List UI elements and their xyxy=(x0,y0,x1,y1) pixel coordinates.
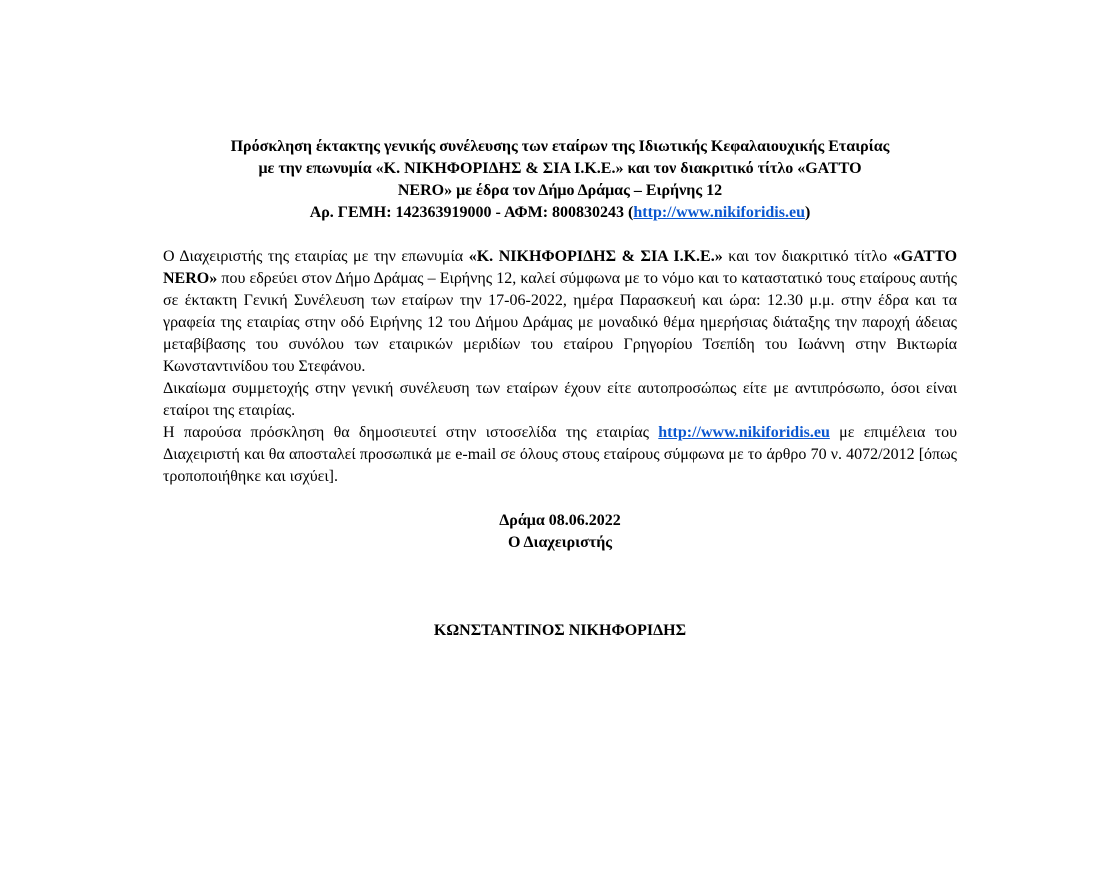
title-line-3: NERO» με έδρα τον Δήμο Δράμας – Ειρήνης 12 xyxy=(397,182,723,199)
place-date: Δράμα 08.06.2022 xyxy=(499,512,621,529)
signature-block xyxy=(163,510,957,554)
paragraph-text: που εδρεύει στον Δήμο Δράμας – Ειρήνης 12, καλεί σύμφωνα με το νόμο και το καταστατικό τους εταίρους αυτής σε έκτακτη Γενική Συνέλευση των εταίρων την 17-06-2022, ημέρα Παρασκευή και ώρα: 12.30 μ.μ. στην έδρα και τα γραφεία της εταιρίας στην οδό Ειρήνης 12 του Δήμου Δράμας με μοναδικό θέμα ημερήσιας διάταξης την παροχή άδειας μεταβίβασης του συνόλου των εταιρικών μεριδίων του εταίρου Γρηγορίου Τσεπίδη του Ιωάννη στην Βικτωρία Κωνσταντινίδου του Στεφάνου. xyxy=(163,270,957,375)
body-website-link[interactable]: http://www.nikiforidis.eu xyxy=(658,424,830,441)
company-name: «Κ. ΝΙΚΗΦΟΡΙΔΗΣ & ΣΙΑ Ι.Κ.Ε.» xyxy=(468,248,723,265)
title-line-2: με την επωνυμία «Κ. ΝΙΚΗΦΟΡΙΔΗΣ & ΣΙΑ Ι.Κ.Ε.» και τον διακριτικό τίτλο «GATTO xyxy=(258,160,862,177)
paragraph-text: με επιμέλεια του Διαχειριστή και θα αποσταλεί προσωπικά με e-mail σε όλους στους εταίρους σύμφωνα με το άρθρο 70 ν. 4072/2012 [όπως τροποποιήθηκε και ισχύει]. xyxy=(163,424,957,485)
paragraph-participation: Δικαίωμα συμμετοχής στην γενική συνέλευση των εταίρων έχουν είτε αυτοπροσώπως είτε με αντιπρόσωπο, όσοι είναι εταίροι της εταιρίας. xyxy=(163,380,957,419)
title-line-1: Πρόσκληση έκτακτης γενικής συνέλευσης των εταίρων της Ιδιωτικής Κεφαλαιουχικής Εταιρίας xyxy=(230,138,890,155)
title-paren-close: ) xyxy=(804,204,811,221)
paragraph-text: Η παρούσα πρόσκληση θα δημοσιευτεί στην ιστοσελίδα της εταιρίας xyxy=(163,424,659,441)
paragraph-invitation xyxy=(163,246,957,378)
signer-role: Ο Διαχειριστής xyxy=(507,534,613,551)
brand-name: «GATTO NERO» xyxy=(163,248,958,287)
document-title xyxy=(163,136,957,224)
paragraph-publication xyxy=(163,422,957,488)
title-website-link[interactable]: http://www.nikiforidis.eu xyxy=(633,204,805,221)
paragraph-text: και τον διακριτικό τίτλο xyxy=(722,248,893,265)
signer-name: ΚΩΝΣΤΑΝΤΙΝΟΣ ΝΙΚΗΦΟΡΙΔΗΣ xyxy=(433,622,687,639)
paragraph-text: Ο Διαχειριστής της εταιρίας με την επωνυμία xyxy=(163,248,469,265)
document xyxy=(163,136,957,642)
title-line-4 xyxy=(163,202,957,224)
registry-info: Αρ. ΓΕΜΗ: 142363919000 - ΑΦΜ: 800830243 ( xyxy=(309,204,634,221)
document-body xyxy=(163,246,957,488)
